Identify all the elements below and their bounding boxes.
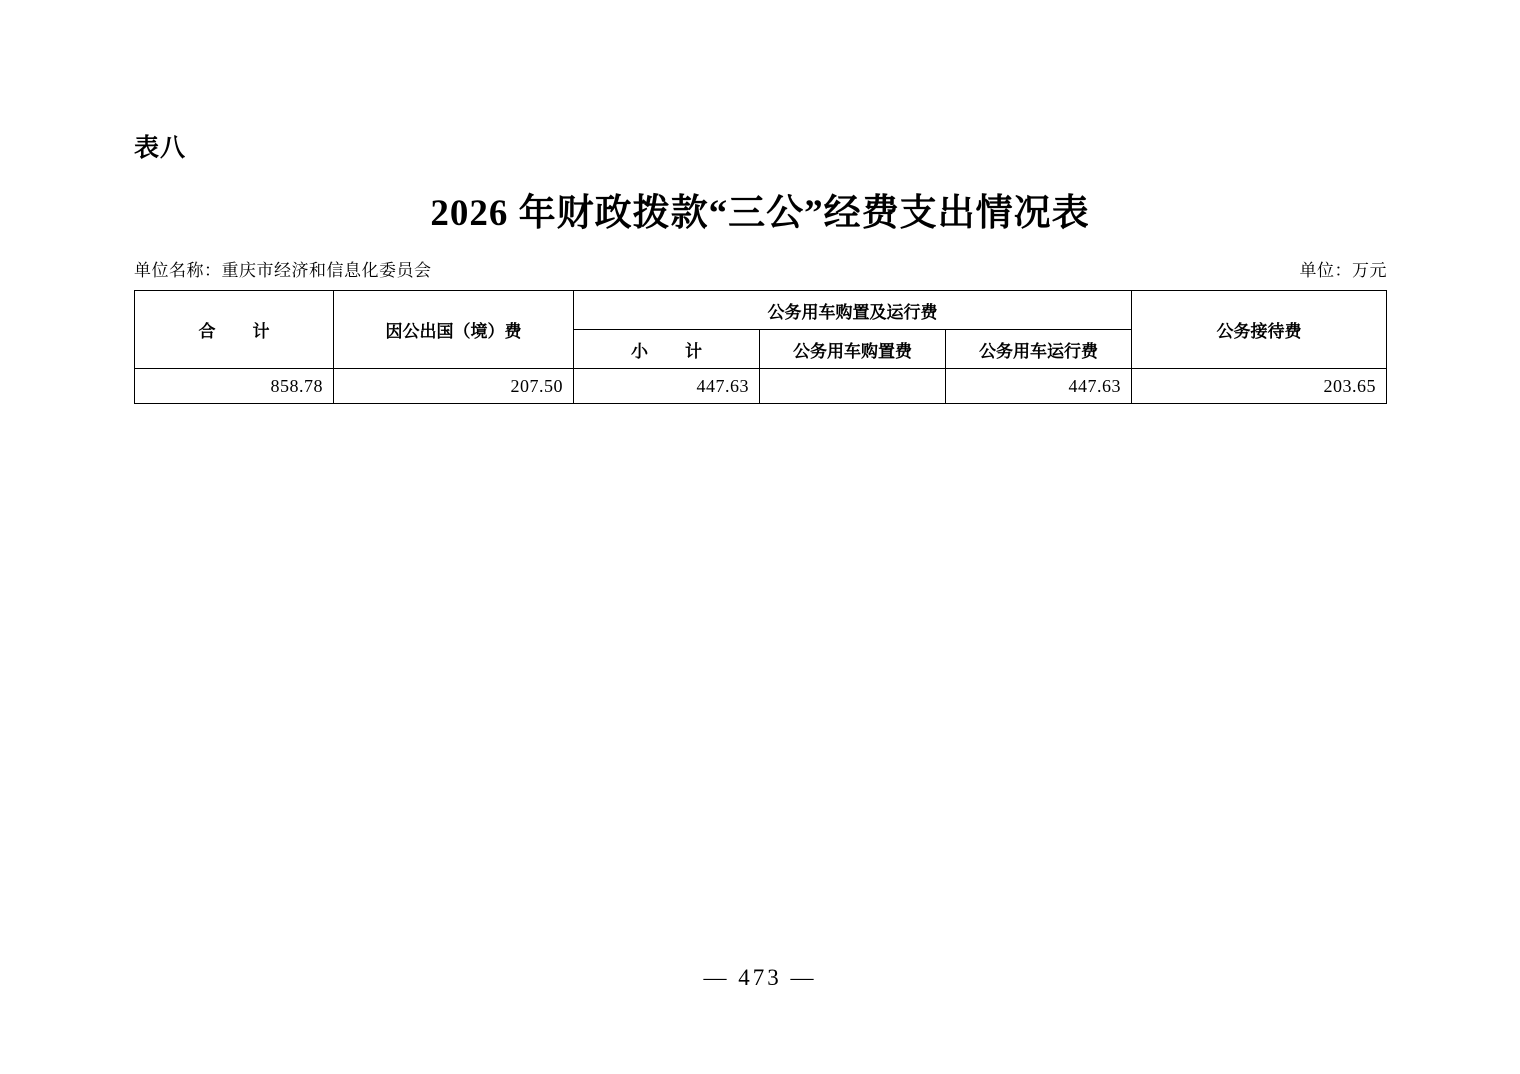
table-header-row-1 — [135, 291, 1387, 330]
page-dash-right: — — [790, 965, 817, 990]
cell-abroad: 207.50 — [334, 369, 574, 404]
header-hospitality: 公务接待费 — [1132, 291, 1387, 369]
page-dash-left: — — [703, 965, 730, 990]
header-total: 合 计 — [135, 291, 334, 369]
header-vehicle-group: 公务用车购置及运行费 — [574, 291, 1132, 330]
page-number-value: 473 — [738, 965, 782, 990]
table-row — [135, 369, 1387, 404]
header-vehicle-subtotal: 小 计 — [574, 330, 760, 369]
cell-vehicle-purchase — [760, 369, 946, 404]
page-footer — [0, 965, 1520, 991]
cell-total: 858.78 — [135, 369, 334, 404]
header-abroad: 因公出国（境）费 — [334, 291, 574, 369]
page-title: 2026 年财政拨款“三公”经费支出情况表 — [430, 193, 1090, 234]
cell-vehicle-operation: 447.63 — [946, 369, 1132, 404]
header-vehicle-purchase: 公务用车购置费 — [760, 330, 946, 369]
cell-hospitality: 203.65 — [1132, 369, 1387, 404]
table-label: 表八 — [134, 135, 187, 162]
three-public-expenses-table — [134, 290, 1387, 404]
unit-name-label: 单位名称：重庆市经济和信息化委员会 — [134, 261, 432, 280]
cell-vehicle-subtotal: 447.63 — [574, 369, 760, 404]
header-vehicle-operation: 公务用车运行费 — [946, 330, 1132, 369]
unit-measure-label: 单位：万元 — [1299, 261, 1387, 280]
